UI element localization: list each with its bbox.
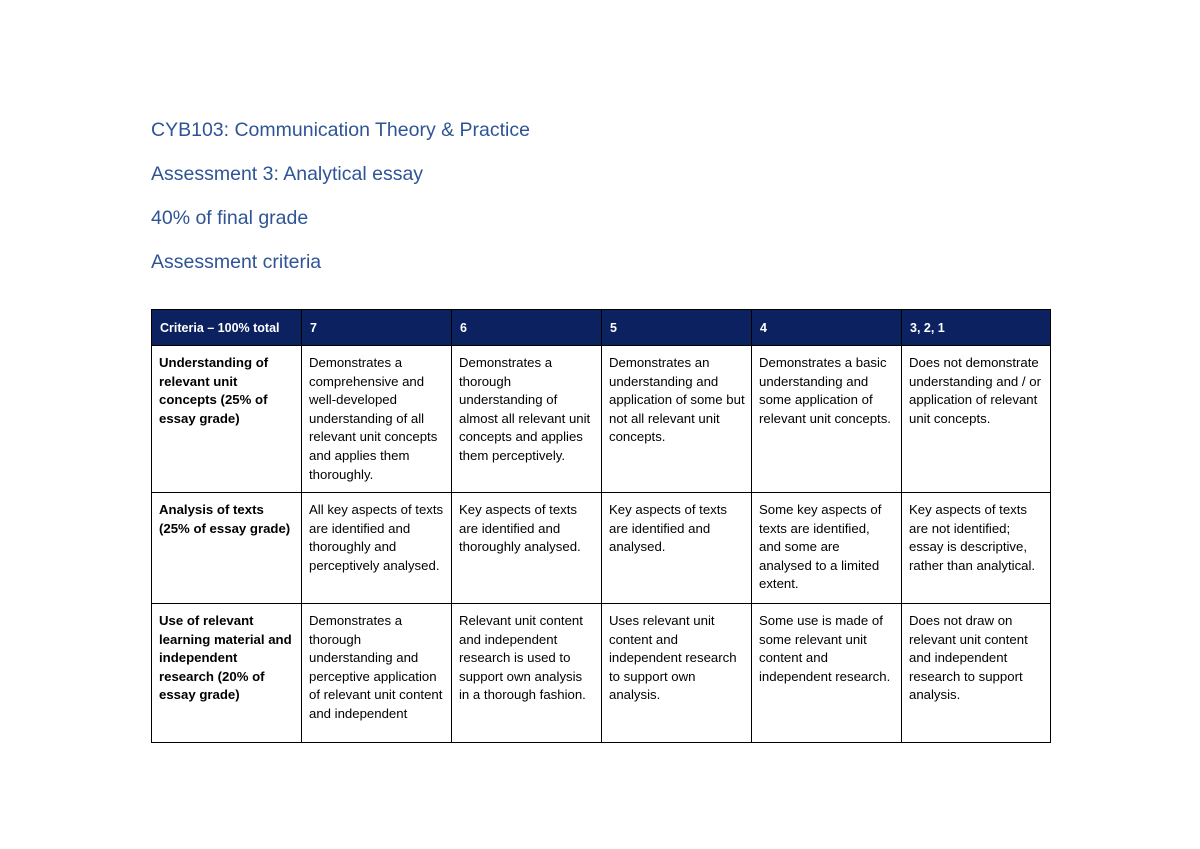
table-cell: Key aspects of texts are identified and thoroughly analysed. — [452, 493, 602, 604]
table-row — [152, 604, 1051, 743]
criterion-cell: Use of relevant learning material and independent research (20% of essay grade) — [152, 604, 302, 743]
column-header-grade-3-2-1: 3, 2, 1 — [902, 310, 1051, 346]
section-title: Assessment criteria — [151, 251, 322, 273]
course-title: CYB103: Communication Theory & Practice — [151, 119, 530, 141]
table-cell: Key aspects of texts are not identified; essay is descriptive, rather than analytical. — [902, 493, 1051, 604]
column-header-grade-6: 6 — [452, 310, 602, 346]
table-cell: Demonstrates a thorough understanding and perceptive application of relevant unit content and independent — [302, 604, 452, 743]
table-cell: Demonstrates an understanding and application of some but not all relevant unit concepts. — [602, 346, 752, 493]
table-cell: Demonstrates a basic understanding and some application of relevant unit concepts. — [752, 346, 902, 493]
column-header-criteria: Criteria – 100% total — [152, 310, 302, 346]
grade-weight: 40% of final grade — [151, 207, 309, 229]
table-cell: All key aspects of texts are identified and thoroughly and perceptively analysed. — [302, 493, 452, 604]
document-headings — [151, 116, 530, 292]
column-header-grade-4: 4 — [752, 310, 902, 346]
table-cell: Uses relevant unit content and independent research to support own analysis. — [602, 604, 752, 743]
table-row — [152, 493, 1051, 604]
assessment-criteria-table — [151, 309, 1051, 743]
criterion-cell: Analysis of texts (25% of essay grade) — [152, 493, 302, 604]
table-cell: Demonstrates a thorough understanding of almost all relevant unit concepts and applies them perceptively. — [452, 346, 602, 493]
table-cell: Demonstrates a comprehensive and well-developed understanding of all relevant unit concepts and applies them thoroughly. — [302, 346, 452, 493]
table-cell: Does not draw on relevant unit content and independent research to support analysis. — [902, 604, 1051, 743]
column-header-grade-7: 7 — [302, 310, 452, 346]
table-cell: Some key aspects of texts are identified, and some are analysed to a limited extent. — [752, 493, 902, 604]
criterion-cell: Understanding of relevant unit concepts (25% of essay grade) — [152, 346, 302, 493]
table-cell: Some use is made of some relevant unit content and independent research. — [752, 604, 902, 743]
table-row — [152, 346, 1051, 493]
assessment-title: Assessment 3: Analytical essay — [151, 163, 424, 185]
table-header-row — [152, 310, 1051, 346]
table-cell: Key aspects of texts are identified and analysed. — [602, 493, 752, 604]
column-header-grade-5: 5 — [602, 310, 752, 346]
table-cell: Relevant unit content and independent research is used to support own analysis in a thorough fashion. — [452, 604, 602, 743]
table-cell: Does not demonstrate understanding and / or application of relevant unit concepts. — [902, 346, 1051, 493]
